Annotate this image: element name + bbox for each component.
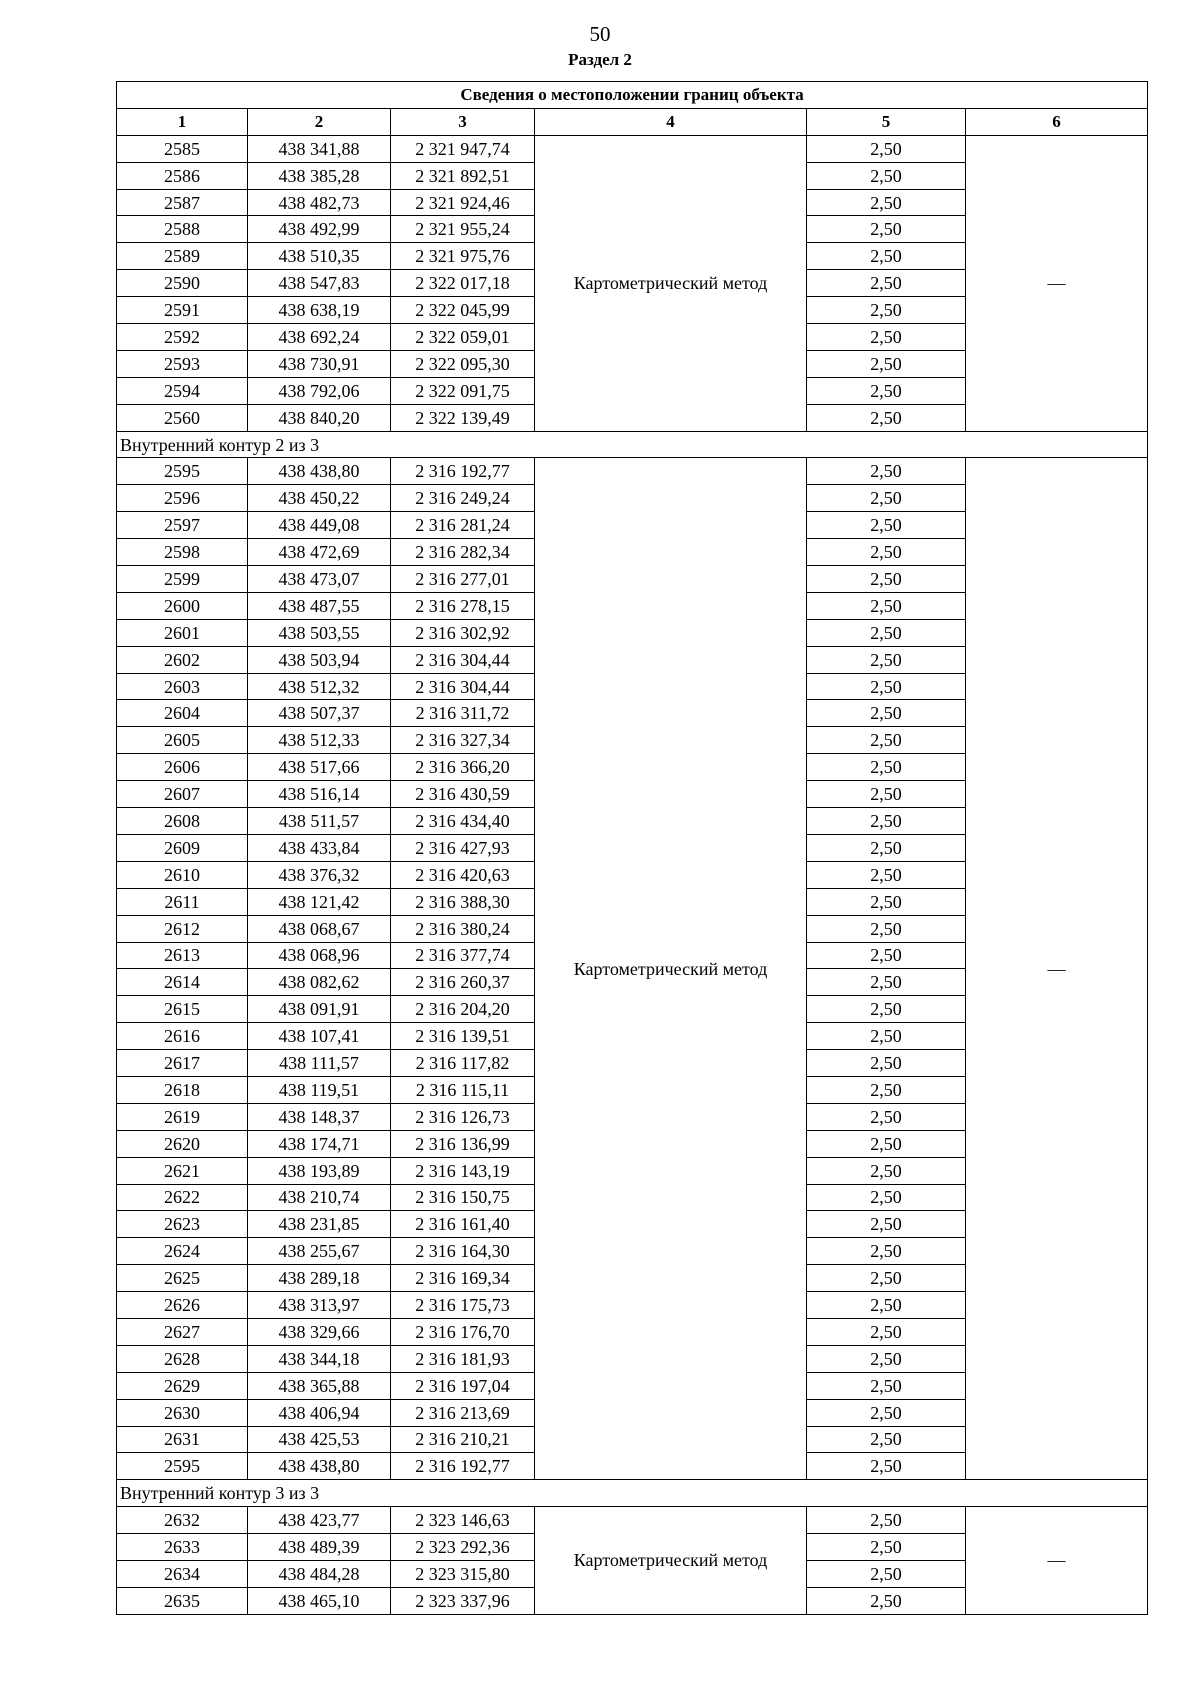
point-number: 2624 <box>117 1238 248 1265</box>
point-number: 2635 <box>117 1587 248 1614</box>
accuracy-value: 2,50 <box>807 270 966 297</box>
accuracy-value: 2,50 <box>807 996 966 1023</box>
x-coordinate: 438 487,55 <box>248 592 391 619</box>
y-coordinate: 2 316 175,73 <box>391 1292 535 1319</box>
x-coordinate: 438 489,39 <box>248 1534 391 1561</box>
table-body <box>117 82 1148 1615</box>
accuracy-value: 2,50 <box>807 1103 966 1130</box>
x-coordinate: 438 111,57 <box>248 1050 391 1077</box>
boundary-table <box>116 81 1148 1615</box>
point-number: 2605 <box>117 727 248 754</box>
x-coordinate: 438 450,22 <box>248 485 391 512</box>
accuracy-value: 2,50 <box>807 1318 966 1345</box>
point-number: 2590 <box>117 270 248 297</box>
point-number: 2625 <box>117 1265 248 1292</box>
accuracy-value: 2,50 <box>807 1211 966 1238</box>
point-number: 2613 <box>117 942 248 969</box>
point-number: 2589 <box>117 243 248 270</box>
accuracy-value: 2,50 <box>807 1399 966 1426</box>
x-coordinate: 438 255,67 <box>248 1238 391 1265</box>
y-coordinate: 2 322 017,18 <box>391 270 535 297</box>
column-number: 4 <box>535 108 807 135</box>
y-coordinate: 2 321 892,51 <box>391 162 535 189</box>
accuracy-value: 2,50 <box>807 1587 966 1614</box>
accuracy-value: 2,50 <box>807 1023 966 1050</box>
x-coordinate: 438 512,33 <box>248 727 391 754</box>
note-cell: — <box>966 458 1148 1480</box>
x-coordinate: 438 516,14 <box>248 781 391 808</box>
y-coordinate: 2 316 278,15 <box>391 592 535 619</box>
y-coordinate: 2 316 176,70 <box>391 1318 535 1345</box>
x-coordinate: 438 329,66 <box>248 1318 391 1345</box>
accuracy-value: 2,50 <box>807 861 966 888</box>
accuracy-value: 2,50 <box>807 1076 966 1103</box>
y-coordinate: 2 316 277,01 <box>391 566 535 593</box>
point-number: 2612 <box>117 915 248 942</box>
y-coordinate: 2 321 924,46 <box>391 189 535 216</box>
x-coordinate: 438 503,55 <box>248 619 391 646</box>
y-coordinate: 2 322 045,99 <box>391 297 535 324</box>
accuracy-value: 2,50 <box>807 404 966 431</box>
x-coordinate: 438 692,24 <box>248 324 391 351</box>
note-cell: — <box>966 135 1148 431</box>
point-number: 2626 <box>117 1292 248 1319</box>
accuracy-value: 2,50 <box>807 216 966 243</box>
y-coordinate: 2 323 315,80 <box>391 1560 535 1587</box>
point-number: 2594 <box>117 377 248 404</box>
accuracy-value: 2,50 <box>807 1453 966 1480</box>
accuracy-value: 2,50 <box>807 727 966 754</box>
point-number: 2622 <box>117 1184 248 1211</box>
x-coordinate: 438 503,94 <box>248 646 391 673</box>
y-coordinate: 2 316 139,51 <box>391 1023 535 1050</box>
x-coordinate: 438 068,96 <box>248 942 391 969</box>
y-coordinate: 2 316 366,20 <box>391 754 535 781</box>
y-coordinate: 2 316 117,82 <box>391 1050 535 1077</box>
y-coordinate: 2 316 430,59 <box>391 781 535 808</box>
point-number: 2609 <box>117 834 248 861</box>
column-number-row <box>117 108 1148 135</box>
column-number: 6 <box>966 108 1148 135</box>
y-coordinate: 2 316 204,20 <box>391 996 535 1023</box>
accuracy-value: 2,50 <box>807 135 966 162</box>
x-coordinate: 438 082,62 <box>248 969 391 996</box>
point-number: 2623 <box>117 1211 248 1238</box>
x-coordinate: 438 289,18 <box>248 1265 391 1292</box>
y-coordinate: 2 322 059,01 <box>391 324 535 351</box>
accuracy-value: 2,50 <box>807 673 966 700</box>
y-coordinate: 2 323 146,63 <box>391 1507 535 1534</box>
point-number: 2611 <box>117 888 248 915</box>
accuracy-value: 2,50 <box>807 1560 966 1587</box>
y-coordinate: 2 316 210,21 <box>391 1426 535 1453</box>
point-number: 2604 <box>117 700 248 727</box>
y-coordinate: 2 323 292,36 <box>391 1534 535 1561</box>
accuracy-value: 2,50 <box>807 1238 966 1265</box>
x-coordinate: 438 121,42 <box>248 888 391 915</box>
point-number: 2592 <box>117 324 248 351</box>
x-coordinate: 438 423,77 <box>248 1507 391 1534</box>
x-coordinate: 438 517,66 <box>248 754 391 781</box>
point-number: 2593 <box>117 350 248 377</box>
point-number: 2634 <box>117 1560 248 1587</box>
accuracy-value: 2,50 <box>807 1292 966 1319</box>
point-number: 2628 <box>117 1345 248 1372</box>
method-cell: Картометрический метод <box>535 135 807 431</box>
accuracy-value: 2,50 <box>807 700 966 727</box>
y-coordinate: 2 316 420,63 <box>391 861 535 888</box>
x-coordinate: 438 482,73 <box>248 189 391 216</box>
y-coordinate: 2 316 164,30 <box>391 1238 535 1265</box>
accuracy-value: 2,50 <box>807 566 966 593</box>
point-number: 2610 <box>117 861 248 888</box>
accuracy-value: 2,50 <box>807 377 966 404</box>
y-coordinate: 2 323 337,96 <box>391 1587 535 1614</box>
y-coordinate: 2 322 139,49 <box>391 404 535 431</box>
x-coordinate: 438 193,89 <box>248 1157 391 1184</box>
y-coordinate: 2 316 377,74 <box>391 942 535 969</box>
accuracy-value: 2,50 <box>807 1426 966 1453</box>
point-number: 2618 <box>117 1076 248 1103</box>
y-coordinate: 2 316 136,99 <box>391 1130 535 1157</box>
x-coordinate: 438 365,88 <box>248 1372 391 1399</box>
x-coordinate: 438 512,32 <box>248 673 391 700</box>
x-coordinate: 438 313,97 <box>248 1292 391 1319</box>
table-row <box>117 135 1148 162</box>
point-number: 2560 <box>117 404 248 431</box>
accuracy-value: 2,50 <box>807 1372 966 1399</box>
x-coordinate: 438 119,51 <box>248 1076 391 1103</box>
column-number: 2 <box>248 108 391 135</box>
point-number: 2617 <box>117 1050 248 1077</box>
x-coordinate: 438 385,28 <box>248 162 391 189</box>
accuracy-value: 2,50 <box>807 458 966 485</box>
point-number: 2595 <box>117 1453 248 1480</box>
x-coordinate: 438 492,99 <box>248 216 391 243</box>
point-number: 2600 <box>117 592 248 619</box>
x-coordinate: 438 174,71 <box>248 1130 391 1157</box>
x-coordinate: 438 344,18 <box>248 1345 391 1372</box>
column-number: 1 <box>117 108 248 135</box>
x-coordinate: 438 406,94 <box>248 1399 391 1426</box>
x-coordinate: 438 792,06 <box>248 377 391 404</box>
accuracy-value: 2,50 <box>807 646 966 673</box>
point-number: 2607 <box>117 781 248 808</box>
column-number: 5 <box>807 108 966 135</box>
x-coordinate: 438 068,67 <box>248 915 391 942</box>
x-coordinate: 438 148,37 <box>248 1103 391 1130</box>
accuracy-value: 2,50 <box>807 888 966 915</box>
x-coordinate: 438 730,91 <box>248 350 391 377</box>
y-coordinate: 2 316 434,40 <box>391 808 535 835</box>
table-title: Сведения о местоположении границ объекта <box>117 82 1148 109</box>
column-number: 3 <box>391 108 535 135</box>
table-row <box>117 1507 1148 1534</box>
point-number: 2621 <box>117 1157 248 1184</box>
point-number: 2601 <box>117 619 248 646</box>
table-row <box>117 458 1148 485</box>
point-number: 2598 <box>117 539 248 566</box>
y-coordinate: 2 316 192,77 <box>391 1453 535 1480</box>
accuracy-value: 2,50 <box>807 243 966 270</box>
y-coordinate: 2 316 302,92 <box>391 619 535 646</box>
accuracy-value: 2,50 <box>807 834 966 861</box>
y-coordinate: 2 316 380,24 <box>391 915 535 942</box>
point-number: 2631 <box>117 1426 248 1453</box>
accuracy-value: 2,50 <box>807 350 966 377</box>
section-title: Раздел 2 <box>568 50 632 69</box>
point-number: 2591 <box>117 297 248 324</box>
y-coordinate: 2 316 213,69 <box>391 1399 535 1426</box>
y-coordinate: 2 322 091,75 <box>391 377 535 404</box>
x-coordinate: 438 376,32 <box>248 861 391 888</box>
point-number: 2588 <box>117 216 248 243</box>
accuracy-value: 2,50 <box>807 1130 966 1157</box>
y-coordinate: 2 321 947,74 <box>391 135 535 162</box>
y-coordinate: 2 316 388,30 <box>391 888 535 915</box>
accuracy-value: 2,50 <box>807 619 966 646</box>
accuracy-value: 2,50 <box>807 915 966 942</box>
x-coordinate: 438 341,88 <box>248 135 391 162</box>
accuracy-value: 2,50 <box>807 512 966 539</box>
x-coordinate: 438 507,37 <box>248 700 391 727</box>
x-coordinate: 438 547,83 <box>248 270 391 297</box>
accuracy-value: 2,50 <box>807 1265 966 1292</box>
x-coordinate: 438 425,53 <box>248 1426 391 1453</box>
x-coordinate: 438 511,57 <box>248 808 391 835</box>
point-number: 2595 <box>117 458 248 485</box>
x-coordinate: 438 091,91 <box>248 996 391 1023</box>
point-number: 2632 <box>117 1507 248 1534</box>
x-coordinate: 438 510,35 <box>248 243 391 270</box>
accuracy-value: 2,50 <box>807 324 966 351</box>
point-number: 2585 <box>117 135 248 162</box>
accuracy-value: 2,50 <box>807 808 966 835</box>
contour-header-row <box>117 1480 1148 1507</box>
method-cell: Картометрический метод <box>535 1507 807 1615</box>
accuracy-value: 2,50 <box>807 781 966 808</box>
y-coordinate: 2 321 955,24 <box>391 216 535 243</box>
point-number: 2597 <box>117 512 248 539</box>
table-title-row <box>117 82 1148 109</box>
point-number: 2587 <box>117 189 248 216</box>
point-number: 2620 <box>117 1130 248 1157</box>
y-coordinate: 2 316 282,34 <box>391 539 535 566</box>
y-coordinate: 2 316 304,44 <box>391 673 535 700</box>
point-number: 2614 <box>117 969 248 996</box>
y-coordinate: 2 316 143,19 <box>391 1157 535 1184</box>
accuracy-value: 2,50 <box>807 1534 966 1561</box>
x-coordinate: 438 107,41 <box>248 1023 391 1050</box>
x-coordinate: 438 638,19 <box>248 297 391 324</box>
y-coordinate: 2 316 427,93 <box>391 834 535 861</box>
accuracy-value: 2,50 <box>807 1184 966 1211</box>
x-coordinate: 438 473,07 <box>248 566 391 593</box>
point-number: 2608 <box>117 808 248 835</box>
point-number: 2602 <box>117 646 248 673</box>
point-number: 2615 <box>117 996 248 1023</box>
note-cell: — <box>966 1507 1148 1615</box>
y-coordinate: 2 316 150,75 <box>391 1184 535 1211</box>
y-coordinate: 2 322 095,30 <box>391 350 535 377</box>
x-coordinate: 438 438,80 <box>248 1453 391 1480</box>
x-coordinate: 438 472,69 <box>248 539 391 566</box>
y-coordinate: 2 316 304,44 <box>391 646 535 673</box>
x-coordinate: 438 484,28 <box>248 1560 391 1587</box>
contour-header-row <box>117 431 1148 458</box>
contour-label: Внутренний контур 3 из 3 <box>117 1480 1148 1507</box>
accuracy-value: 2,50 <box>807 162 966 189</box>
y-coordinate: 2 316 126,73 <box>391 1103 535 1130</box>
x-coordinate: 438 465,10 <box>248 1587 391 1614</box>
x-coordinate: 438 433,84 <box>248 834 391 861</box>
accuracy-value: 2,50 <box>807 1345 966 1372</box>
point-number: 2633 <box>117 1534 248 1561</box>
point-number: 2596 <box>117 485 248 512</box>
accuracy-value: 2,50 <box>807 1507 966 1534</box>
accuracy-value: 2,50 <box>807 1050 966 1077</box>
y-coordinate: 2 316 260,37 <box>391 969 535 996</box>
point-number: 2599 <box>117 566 248 593</box>
point-number: 2630 <box>117 1399 248 1426</box>
y-coordinate: 2 316 311,72 <box>391 700 535 727</box>
contour-label: Внутренний контур 2 из 3 <box>117 431 1148 458</box>
y-coordinate: 2 316 181,93 <box>391 1345 535 1372</box>
y-coordinate: 2 321 975,76 <box>391 243 535 270</box>
point-number: 2586 <box>117 162 248 189</box>
accuracy-value: 2,50 <box>807 969 966 996</box>
accuracy-value: 2,50 <box>807 1157 966 1184</box>
y-coordinate: 2 316 197,04 <box>391 1372 535 1399</box>
x-coordinate: 438 438,80 <box>248 458 391 485</box>
y-coordinate: 2 316 192,77 <box>391 458 535 485</box>
y-coordinate: 2 316 161,40 <box>391 1211 535 1238</box>
accuracy-value: 2,50 <box>807 754 966 781</box>
point-number: 2606 <box>117 754 248 781</box>
page-number: 50 <box>589 22 611 46</box>
point-number: 2619 <box>117 1103 248 1130</box>
point-number: 2603 <box>117 673 248 700</box>
accuracy-value: 2,50 <box>807 297 966 324</box>
accuracy-value: 2,50 <box>807 539 966 566</box>
y-coordinate: 2 316 327,34 <box>391 727 535 754</box>
x-coordinate: 438 210,74 <box>248 1184 391 1211</box>
y-coordinate: 2 316 169,34 <box>391 1265 535 1292</box>
point-number: 2629 <box>117 1372 248 1399</box>
point-number: 2616 <box>117 1023 248 1050</box>
x-coordinate: 438 840,20 <box>248 404 391 431</box>
x-coordinate: 438 231,85 <box>248 1211 391 1238</box>
accuracy-value: 2,50 <box>807 592 966 619</box>
y-coordinate: 2 316 281,24 <box>391 512 535 539</box>
accuracy-value: 2,50 <box>807 485 966 512</box>
y-coordinate: 2 316 249,24 <box>391 485 535 512</box>
y-coordinate: 2 316 115,11 <box>391 1076 535 1103</box>
accuracy-value: 2,50 <box>807 189 966 216</box>
x-coordinate: 438 449,08 <box>248 512 391 539</box>
method-cell: Картометрический метод <box>535 458 807 1480</box>
accuracy-value: 2,50 <box>807 942 966 969</box>
point-number: 2627 <box>117 1318 248 1345</box>
